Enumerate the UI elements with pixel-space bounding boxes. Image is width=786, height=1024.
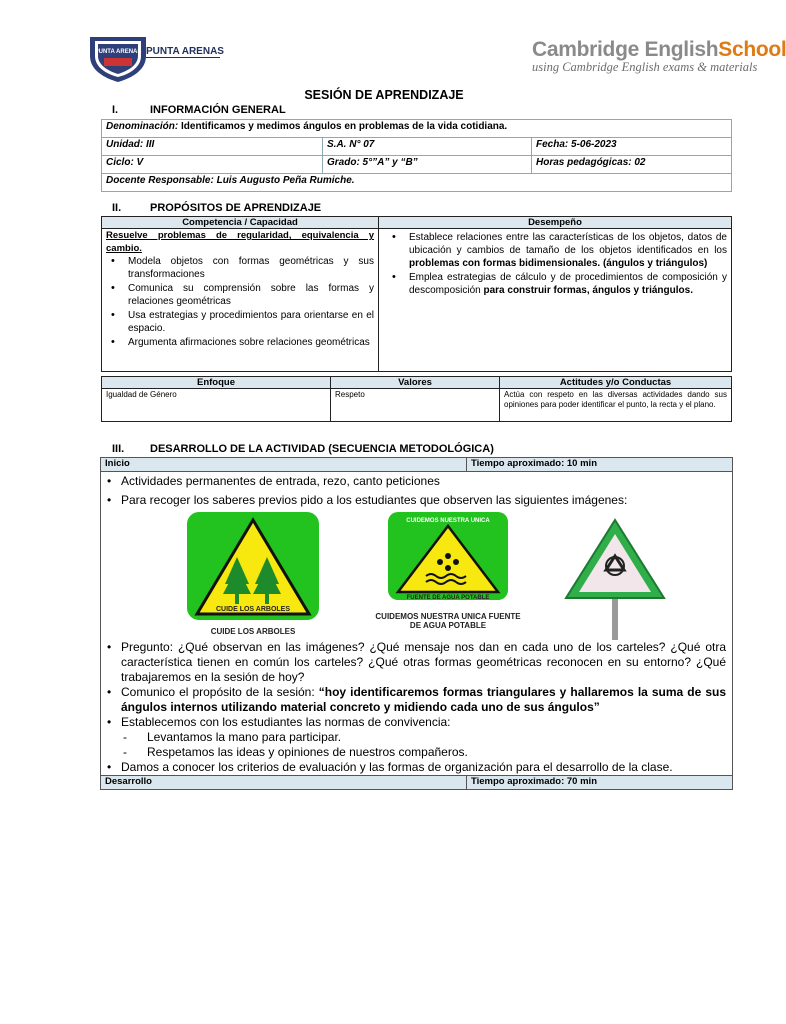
sign-trees-label: CUIDE LOS ARBOLES — [215, 606, 291, 613]
signs-row — [107, 510, 726, 640]
fecha-cell: Fecha: 5-06-2023 — [532, 138, 732, 156]
enfoque-cell: Igualdad de Género — [102, 389, 331, 422]
inicio-label: Inicio — [101, 458, 467, 471]
sign-water-image — [388, 512, 508, 600]
school-logo — [88, 36, 238, 84]
cambridge-subtitle: using Cambridge English exams & materials — [532, 60, 758, 74]
cambridge-title: Cambridge English — [532, 38, 719, 61]
purposes-table — [101, 216, 732, 372]
sign-water-top: CUIDEMOS NUESTRA UNICA — [406, 518, 490, 524]
list-item: • Comunico el propósito de la sesión: “hoy identificaremos formas triangulares y hallaremos la suma de sus ángulos internos utilizando material concreto y midiendo cada uno de sus ángulos” — [107, 685, 726, 715]
sign-water-bottom: FUENTE DE AGUA POTABLE — [406, 595, 490, 601]
cambridge-logo — [532, 38, 786, 82]
school-name: PUNTA ARENAS — [146, 46, 224, 57]
desarrollo-time: Tiempo aproximado: 70 min — [471, 776, 597, 787]
svg-text:PUNTA ARENAS: PUNTA ARENAS — [94, 49, 142, 55]
section-3-heading: III. DESARROLLO DE LA ACTIVIDAD (SECUENCIA METODOLÓGICA) — [112, 443, 494, 455]
norma-item: - Levantamos la mano para participar. — [107, 730, 726, 745]
sign-trees-image — [187, 512, 319, 620]
competencia-cell — [102, 229, 379, 372]
section-1-heading: I. INFORMACIÓN GENERAL — [112, 104, 286, 116]
capacidad-item: • Argumenta afirmaciones sobre relaciones geométricas — [128, 336, 374, 349]
competencia-title: Resuelve problemas de regularidad, equivalencia y cambio. — [106, 230, 374, 254]
capacidad-item: • Usa estrategias y procedimientos para orientarse en el espacio. — [128, 309, 374, 335]
docente-cell: Docente Responsable: Luis Augusto Peña Rumiche. — [102, 174, 732, 192]
sign-recycle-image — [560, 516, 670, 640]
list-item: • Damos a conocer los criterios de evaluación y las formas de organización para el desarrollo de la clase. — [107, 760, 726, 775]
desempeno-item: • Emplea estrategias de cálculo y de procedimientos de composición y descomposición para construir formas, ángulos y triángulos. — [409, 271, 727, 297]
sequence-box — [100, 457, 733, 790]
section-2-heading: II. PROPÓSITOS DE APRENDIZAJE — [112, 202, 322, 214]
list-item: • Actividades permanentes de entrada, rezo, canto peticiones — [107, 474, 726, 489]
desempeno-item: • Establece relaciones entre las características de los objetos, datos de ubicación y cambios de tamaño de los objetos identificados en los problemas con formas bidimensionales. (ángulos y triángulos) — [409, 231, 727, 270]
norma-item: - Respetamos las ideas y opiniones de nuestros compañeros. — [107, 745, 726, 760]
info-table — [101, 119, 732, 192]
list-item: • Pregunto: ¿Qué observan en las imágenes? ¿Qué mensaje nos dan en cada uno de los carteles? ¿Qué otra característica tienen en común los carteles? ¿Qué otras formas geométricas reconocen en su entorno? ¿Qué trabajaremos en la sesión de hoy? — [107, 640, 726, 685]
values-table — [101, 376, 732, 422]
sign-trees-caption: CUIDE LOS ARBOLES — [210, 627, 296, 636]
page-title: SESIÓN DE APRENDIZAJE — [304, 88, 464, 102]
valores-cell: Respeto — [331, 389, 500, 422]
horas-cell: Horas pedagógicas: 02 — [532, 156, 732, 174]
capacidad-item: • Comunica su comprensión sobre las formas y relaciones geométricas — [128, 282, 374, 308]
sign-water-caption: CUIDEMOS NUESTRA UNICA FUENTE DE AGUA POTABLE — [375, 612, 521, 630]
shield-icon — [88, 34, 148, 84]
cambridge-school: School — [718, 38, 786, 61]
enfoque-header: Enfoque — [102, 377, 331, 389]
grado-cell: Grado: 5°”A” y “B” — [323, 156, 532, 174]
ciclo-cell: Ciclo: V — [102, 156, 323, 174]
desarrollo-bar — [101, 775, 732, 789]
actitudes-cell: Actúa con respeto en las diversas actividades dando sus opiniones para poder identificar el punto, la recta y el plano. — [500, 389, 732, 422]
desarrollo-label: Desarrollo — [101, 776, 467, 789]
actitudes-header: Actitudes y/o Conductas — [500, 377, 732, 389]
inicio-time: Tiempo aproximado: 10 min — [471, 458, 597, 469]
desempeno-header: Desempeño — [379, 217, 732, 229]
capacidad-item: • Modela objetos con formas geométricas y sus transformaciones — [128, 255, 374, 281]
list-item: • Establecemos con los estudiantes las normas de convivencia: — [107, 715, 726, 730]
denominacion-cell: Denominación: Identificamos y medimos ángulos en problemas de la vida cotidiana. — [102, 120, 732, 138]
sa-cell: S.A. N° 07 — [323, 138, 532, 156]
desempeno-cell — [379, 229, 732, 372]
unidad-cell: Unidad: III — [102, 138, 323, 156]
list-item: • Para recoger los saberes previos pido a los estudiantes que observen las siguientes imágenes: — [107, 493, 726, 508]
competencia-header: Competencia / Capacidad — [102, 217, 379, 229]
inicio-bar — [101, 458, 732, 472]
valores-header: Valores — [331, 377, 500, 389]
